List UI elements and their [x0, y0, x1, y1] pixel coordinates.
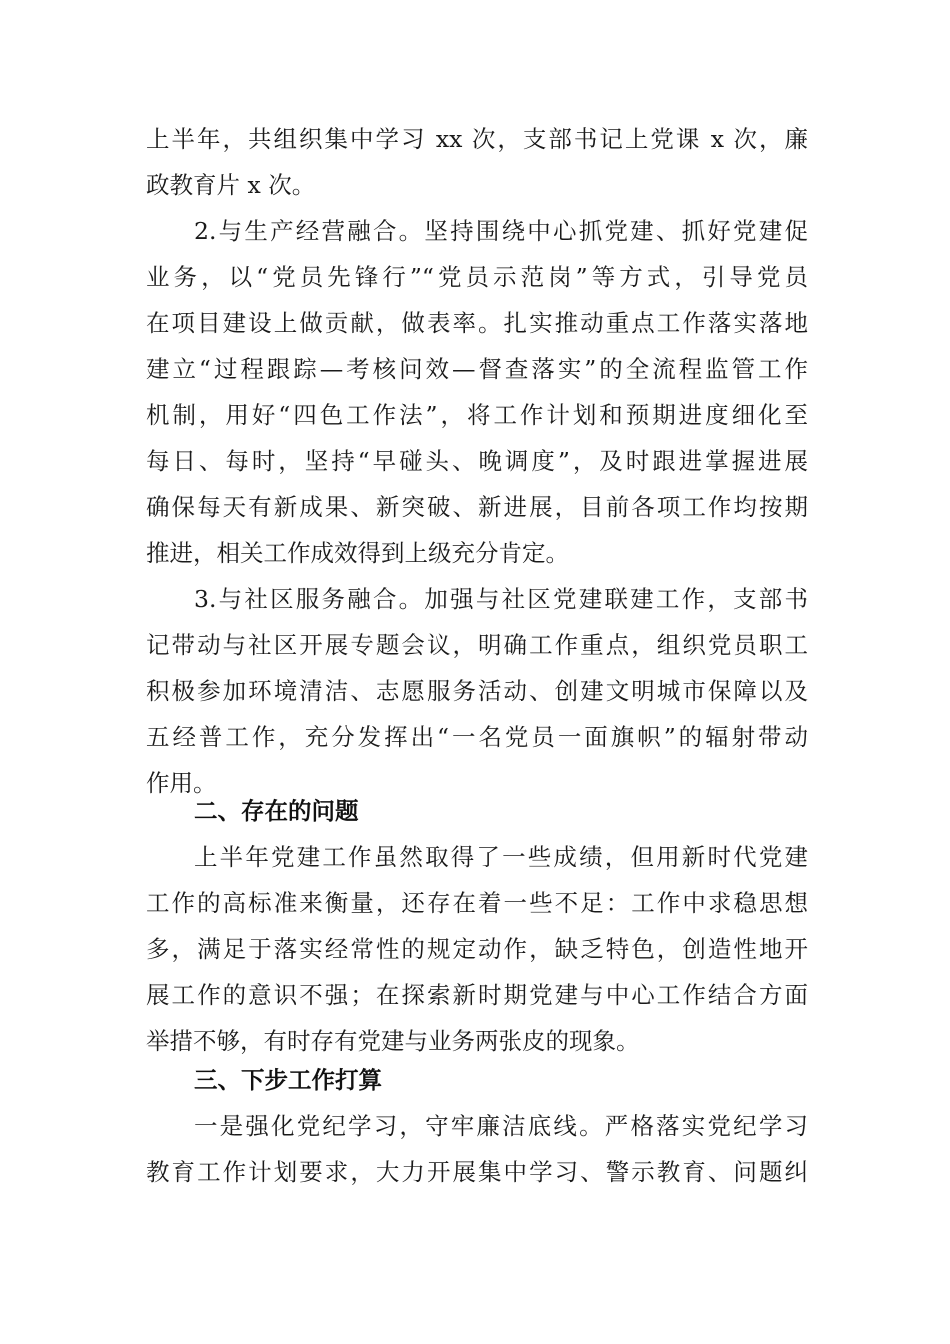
text-line: 展工作的意识不强；在探索新时期党建与中心工作结合方面	[146, 981, 808, 1009]
text-line: 推进，相关工作成效得到上级充分肯定。	[146, 539, 569, 567]
text-line: 五经普工作，充分发挥出“一名党员一面旗帜”的辐射带动	[146, 723, 808, 751]
text-line: 2.与生产经营融合。坚持围绕中心抓党建、抓好党建促	[194, 217, 808, 245]
text-line: 在项目建设上做贡献，做表率。扎实推动重点工作落实落地	[146, 309, 808, 337]
text-line: 作用。	[146, 769, 217, 797]
text-line: 业务，以“党员先锋行”“党员示范岗”等方式，引导党员	[146, 263, 808, 291]
text-line: 确保每天有新成果、新突破、新进展，目前各项工作均按期	[146, 493, 808, 521]
text-line: 记带动与社区开展专题会议，明确工作重点，组织党员职工	[146, 631, 808, 659]
section-heading-next-steps: 三、下步工作打算	[194, 1066, 382, 1094]
section-heading-problems: 二、存在的问题	[194, 797, 359, 825]
text-line: 建立“过程跟踪—考核问效—督查落实”的全流程监管工作	[146, 355, 808, 383]
text-line: 每日、每时，坚持“早碰头、晚调度”，及时跟进掌握进展	[146, 447, 808, 475]
text-line: 工作的高标准来衡量，还存在着一些不足：工作中求稳思想	[146, 889, 808, 917]
text-line: 一是强化党纪学习，守牢廉洁底线。严格落实党纪学习	[194, 1112, 808, 1140]
text-line: 积极参加环境清洁、志愿服务活动、创建文明城市保障以及	[146, 677, 808, 705]
text-line: 上半年党建工作虽然取得了一些成绩，但用新时代党建	[194, 843, 808, 871]
text-line: 上半年，共组织集中学习 xx 次，支部书记上党课 x 次，廉	[146, 125, 808, 153]
text-line: 机制，用好“四色工作法”，将工作计划和预期进度细化至	[146, 401, 808, 429]
text-line: 举措不够，有时存有党建与业务两张皮的现象。	[146, 1027, 640, 1055]
text-line: 3.与社区服务融合。加强与社区党建联建工作，支部书	[194, 585, 808, 613]
text-line: 教育工作计划要求，大力开展集中学习、警示教育、问题纠	[146, 1158, 808, 1186]
text-line: 政教育片 x 次。	[146, 171, 316, 199]
text-line: 多，满足于落实经常性的规定动作，缺乏特色，创造性地开	[146, 935, 808, 963]
